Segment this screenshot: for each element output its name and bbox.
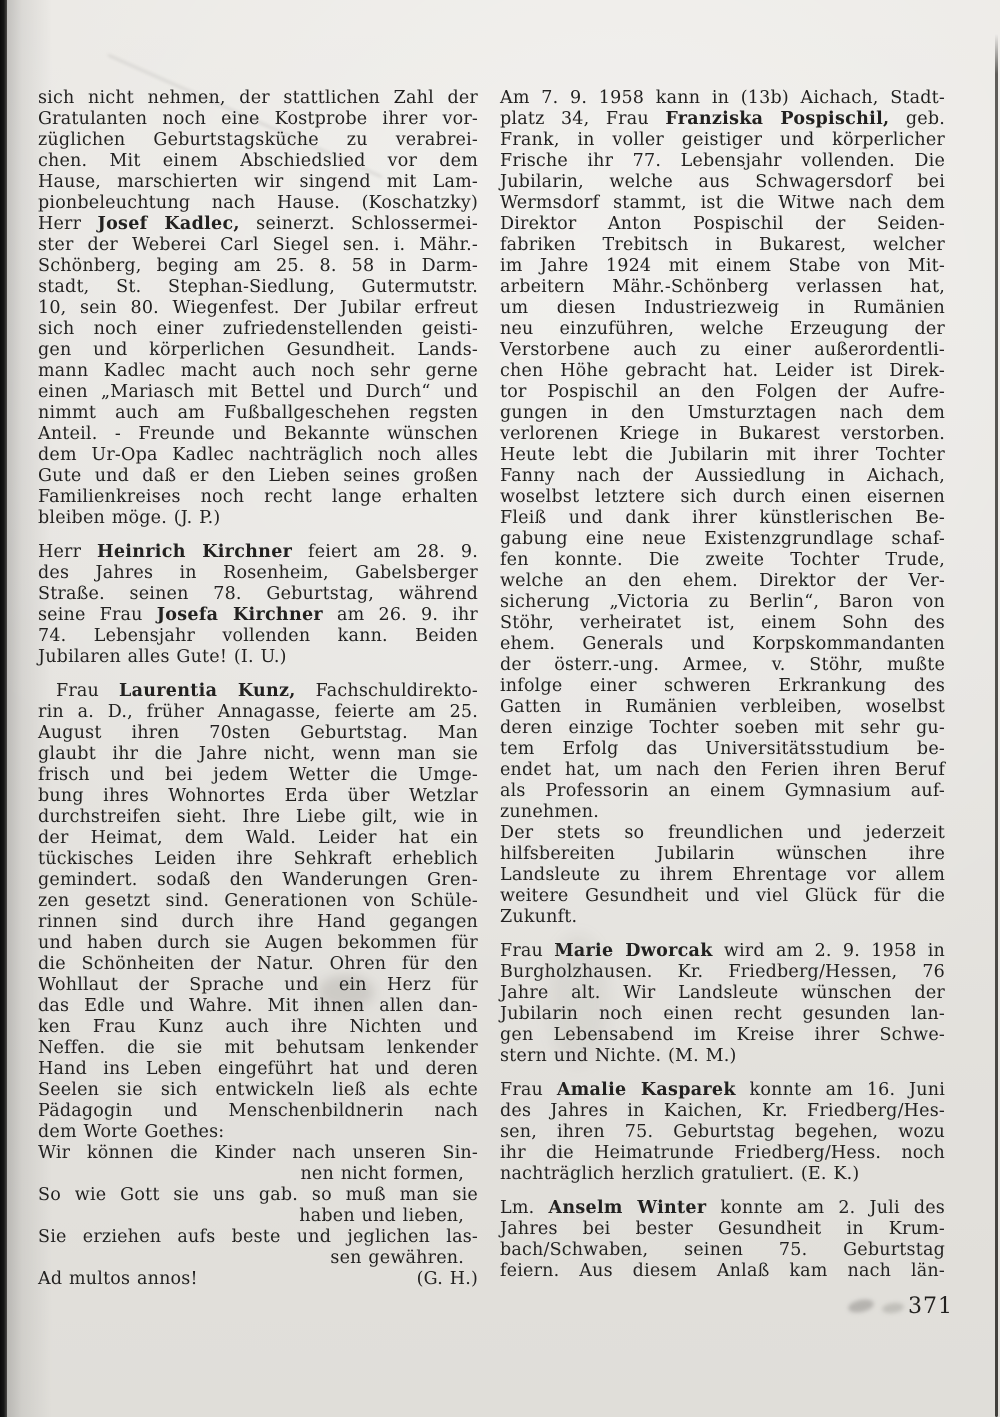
text-line (500, 1004, 945, 1025)
text-line (500, 1080, 945, 1101)
text-line (500, 319, 945, 340)
text-line (38, 1038, 478, 1059)
text-line (500, 235, 945, 256)
text-segment: Der stets so freundlichen und jederzeit (500, 823, 945, 843)
text-segment: des Jahres in Kaichen, Kr. Friedberg/Hes- (500, 1101, 945, 1121)
text-segment: seine Frau (38, 605, 157, 625)
scan-edge-left (0, 0, 7, 1417)
text-line (38, 1185, 478, 1206)
text-segment: 74. Lebensjahr vollenden kann. Beiden (38, 626, 478, 646)
text-segment: platz 34, Frau (500, 109, 666, 129)
text-line (500, 256, 945, 277)
text-segment: weitere Gesundheit und viel Glück für die (500, 886, 945, 906)
text-segment: Anteil. - Freunde und Bekannte wünschen (38, 424, 478, 444)
text-line (500, 739, 945, 760)
text-segment: Ad multos annos! (38, 1269, 198, 1289)
text-segment: bach/Schwaben, seinen 75. Geburtstag (500, 1240, 945, 1260)
text-segment: feiert am 28. 9. (292, 542, 478, 562)
text-line (500, 1198, 945, 1219)
text-segment: verlorenen Kriege in Bukarest verstorben. (500, 424, 945, 444)
text-segment: am 26. 9. ihr (322, 605, 478, 625)
ink-smudge (847, 1297, 875, 1314)
text-line (500, 466, 945, 487)
text-line (500, 109, 945, 130)
text-line (38, 445, 478, 466)
scan-edge-right (995, 34, 998, 1417)
text-segment: neu einzuführen, welche Erzeugung der (500, 319, 945, 339)
text-segment: Frank, in voller geistiger und körperlicher (500, 130, 945, 150)
text-segment: Jubilarin noch einen recht gesunden lan- (500, 1004, 945, 1024)
text-segment: Herr (38, 214, 98, 234)
text-segment: nachträglich herzlich gratuliert. (E. K.) (500, 1164, 860, 1184)
text-segment: sich noch einer zufriedenstellenden geisti- (38, 319, 478, 339)
text-line (38, 151, 478, 172)
text-line (38, 828, 478, 849)
text-line (500, 962, 945, 983)
text-line (38, 744, 478, 765)
text-segment: August ihren 70sten Geburtstag. Man (38, 723, 478, 743)
text-line (500, 823, 945, 844)
text-segment: rin a. D., früher Annagasse, feierte am 25. (38, 702, 478, 722)
text-line (500, 424, 945, 445)
text-segment: chen. Mit einem Abschiedslied vor dem (38, 151, 478, 171)
text-line (500, 508, 945, 529)
text-line (500, 172, 945, 193)
text-segment: gen und körperlichen Gesundheit. Lands- (38, 340, 478, 360)
text-line (38, 214, 478, 235)
text-line (500, 277, 945, 298)
text-segment: die Schönheiten der Natur. Ohren für den (38, 954, 478, 974)
text-line (500, 382, 945, 403)
text-line (38, 298, 478, 319)
text-segment: zunehmen. (500, 802, 599, 822)
bold-name: Josef Kadlec, (97, 214, 240, 234)
text-line (38, 765, 478, 786)
text-segment: seinerzt. Schlossermei- (239, 214, 478, 234)
text-segment: tor Pospischil an den Folgen der Aufre- (500, 382, 945, 402)
text-line (38, 584, 478, 605)
text-line (500, 193, 945, 214)
text-segment: Jahres bei bester Gesundheit in Krum- (500, 1219, 945, 1239)
text-line (500, 445, 945, 466)
text-segment: welche an den ehem. Direktor der Ver- (500, 571, 945, 591)
text-segment: durchstreifen sieht. Ihre Liebe gilt, wie in (38, 807, 478, 827)
text-segment: als Professorin an einem Gymnasium auf- (500, 781, 945, 801)
text-line (38, 954, 478, 975)
text-segment: ehem. Generals und Korpskommandanten (500, 634, 945, 654)
text-line (38, 1101, 478, 1122)
text-segment: pionbeleuchtung nach Hause. (Koschatzky) (38, 193, 478, 213)
text-line (38, 1164, 478, 1185)
text-line (500, 844, 945, 865)
text-segment: Frau (500, 1080, 557, 1100)
text-line (38, 382, 478, 403)
text-line (38, 403, 478, 424)
text-line (38, 891, 478, 912)
text-line (38, 1080, 478, 1101)
text-segment: um diesen Industriezweig in Rumänien (500, 298, 945, 318)
text-segment: gen Lebensabend im Kreise ihrer Schwe- (500, 1025, 945, 1045)
text-segment: ihr die Heimatrunde Friedberg/Hess. noch (500, 1143, 945, 1163)
text-line (500, 529, 945, 550)
text-segment: bung ihres Wohnortes Erda über Wetzlar (38, 786, 478, 806)
text-line (38, 1206, 478, 1227)
text-segment: geb. (889, 109, 946, 129)
text-segment: sen gewähren. (330, 1248, 464, 1268)
text-segment: Pädagogin und Menschenbildnerin nach (38, 1101, 478, 1121)
text-segment: gemindert. sodaß den Wanderungen Gren- (38, 870, 478, 890)
text-line (38, 996, 478, 1017)
text-segment: haben und lieben, (299, 1206, 464, 1226)
text-line (38, 130, 478, 151)
text-segment: chen Höhe gebracht hat. Leider ist Direk- (500, 361, 945, 381)
text-segment: Verstorbene auch zu einer außerordentli- (500, 340, 945, 360)
text-segment: fen konnte. Die zweite Tochter Trude, (500, 550, 945, 570)
text-segment: Frau (500, 941, 555, 961)
right-column (500, 88, 945, 1282)
text-segment: Frische ihr 77. Lebensjahr vollenden. Die (500, 151, 945, 171)
text-line (38, 319, 478, 340)
text-segment: Direktor Anton Pospischil der Seiden- (500, 214, 945, 234)
text-line (38, 626, 478, 647)
text-line (500, 1122, 945, 1143)
text-line (38, 256, 478, 277)
text-line (500, 214, 945, 235)
text-segment: stadt, St. Stephan-Siedlung, Gutermutstr. (38, 277, 478, 297)
text-segment: das Edle und Wahre. Mit ihnen allen dan- (38, 996, 478, 1016)
text-segment: endet hat, um nach den Ferien ihren Beruf (500, 760, 945, 780)
text-line (500, 1240, 945, 1261)
text-line (38, 912, 478, 933)
text-line (500, 655, 945, 676)
text-segment: Lm. (500, 1198, 549, 1218)
text-line (500, 1219, 945, 1240)
text-line (500, 592, 945, 613)
text-segment: stern und Nichte. (M. M.) (500, 1046, 737, 1066)
text-segment: sen, ihren 75. Geburtstag begehen, wozu (500, 1122, 945, 1142)
bold-name: Franziska Pospischil, (665, 109, 890, 129)
text-segment: So wie Gott sie uns gab. so muß man sie (38, 1185, 478, 1205)
text-segment: Burgholzhausen. Kr. Friedberg/Hessen, 76 (500, 962, 945, 982)
text-line (500, 865, 945, 886)
text-line (500, 361, 945, 382)
text-line (38, 542, 478, 563)
text-segment: ster der Weberei Carl Siegel sen. i. Mähr.- (38, 235, 478, 255)
text-line (38, 487, 478, 508)
text-line (500, 130, 945, 151)
text-segment: Jubilaren alles Gute! (I. U.) (38, 647, 287, 667)
text-segment: sicherung „Victoria zu Berlin“, Baron von (500, 592, 945, 612)
text-segment: 10, sein 80. Wiegenfest. Der Jubilar erfreut (38, 298, 478, 318)
text-line (38, 1122, 478, 1143)
text-segment: tem Erfolg das Universitätsstudium be- (500, 739, 945, 759)
text-line (38, 975, 478, 996)
ink-smudge (881, 1302, 904, 1315)
text-line (500, 1101, 945, 1122)
text-line (38, 424, 478, 445)
text-line (38, 1059, 478, 1080)
text-line (38, 508, 478, 529)
text-segment: bleiben möge. (J. P.) (38, 508, 221, 528)
bold-name: Anselm Winter (548, 1198, 707, 1218)
text-line (500, 487, 945, 508)
text-segment: Wermsdorf stammt, ist die Witwe nach dem (500, 193, 945, 213)
text-line (38, 235, 478, 256)
text-line (38, 563, 478, 584)
page-number: 371 (908, 1294, 953, 1319)
text-segment: Landsleute zu ihrem Ehrentage vor allem (500, 865, 945, 885)
text-line (500, 697, 945, 718)
text-line (500, 1143, 945, 1164)
text-segment: feiern. Aus diesem Anlaß kam nach län- (500, 1261, 945, 1281)
text-segment: gabung eine neue Existenzgrundlage schaf- (500, 529, 945, 549)
text-line (500, 1046, 945, 1067)
text-segment: Schönberg, beging am 25. 8. 58 in Darm- (38, 256, 478, 276)
text-line (38, 466, 478, 487)
text-line (38, 723, 478, 744)
text-segment: und haben durch sie Augen bekommen für (38, 933, 478, 953)
text-segment: ken Frau Kunz auch ihre Nichten und (38, 1017, 478, 1037)
text-line (500, 340, 945, 361)
text-segment: fabriken Trebitsch in Bukarest, welcher (500, 235, 945, 255)
text-line (500, 983, 945, 1004)
text-line (500, 88, 945, 109)
text-line (500, 634, 945, 655)
text-segment: Fanny nach der Aussiedlung in Aichach, (500, 466, 945, 486)
text-line (500, 403, 945, 424)
text-line (38, 361, 478, 382)
text-segment: Wohllaut der Sprache und ein Herz für (38, 975, 478, 995)
text-segment: Gratulanten noch eine Kostprobe ihrer vor- (38, 109, 478, 129)
text-segment: wird am 2. 9. 1958 in (712, 941, 945, 961)
text-line (500, 886, 945, 907)
bold-name: Amalie Kasparek (556, 1080, 736, 1100)
text-line (38, 1248, 478, 1269)
text-segment: einen „Mariasch mit Bettel und Durch“ und (38, 382, 478, 402)
text-segment: frisch und bei jedem Wetter die Umge- (38, 765, 478, 785)
text-line (500, 781, 945, 802)
text-segment: konnte am 16. Juni (735, 1080, 946, 1100)
text-segment: tückisches Leiden ihre Sehkraft erheblich (38, 849, 478, 869)
text-segment: nen nicht formen, (300, 1164, 464, 1184)
text-segment: Jubilarin, welche aus Schwagersdorf bei (500, 172, 945, 192)
text-segment: Heute lebt die Jubilarin mit ihrer Tochter (500, 445, 945, 465)
text-segment: dem Worte Goethes: (38, 1122, 225, 1142)
text-line (38, 786, 478, 807)
text-line (500, 1261, 945, 1282)
text-segment: der österr.-ung. Armee, v. Stöhr, mußte (500, 655, 945, 675)
text-line (38, 870, 478, 891)
left-column (38, 88, 478, 1290)
bold-name: Marie Dworcak (554, 941, 713, 961)
bold-name: Laurentia Kunz, (119, 681, 296, 701)
text-segment: Gatten in Rumänien verbleiben, woselbst (500, 697, 945, 717)
text-line (38, 1227, 478, 1248)
text-line (38, 849, 478, 870)
text-line (38, 702, 478, 723)
text-segment: Fachschuldirekto- (295, 681, 478, 701)
text-line (38, 172, 478, 193)
text-segment: Neffen. die sie mit behutsam lenkender (38, 1038, 478, 1058)
text-segment: gungen in den Umsturztagen nach dem (500, 403, 945, 423)
text-segment: deren einzige Tochter soeben mit sehr gu- (500, 718, 945, 738)
text-segment: Stöhr, verheiratet ist, einem Sohn des (500, 613, 945, 633)
text-segment: nimmt auch am Fußballgeschehen regsten (38, 403, 478, 423)
text-segment: Herr (38, 542, 98, 562)
text-line (38, 109, 478, 130)
text-line (500, 760, 945, 781)
bold-name: Josefa Kirchner (156, 605, 323, 625)
text-segment: (G. H.) (416, 1269, 478, 1289)
text-line (500, 550, 945, 571)
text-segment: rinnen sind durch ihre Hand gegangen (38, 912, 478, 932)
text-line (500, 907, 945, 928)
text-line (500, 718, 945, 739)
text-segment: arbeitern Mähr.-Schönberg verlassen hat, (500, 277, 945, 297)
text-segment: Frau (56, 681, 119, 701)
text-segment: des Jahres in Rosenheim, Gabelsberger (38, 563, 478, 583)
text-segment: im Jahre 1924 mit einem Stabe von Mit- (500, 256, 945, 276)
text-line (38, 647, 478, 668)
text-line (500, 941, 945, 962)
text-line (500, 151, 945, 172)
text-line (38, 605, 478, 626)
text-segment: glaubt ihr die Jahre nicht, wenn man sie (38, 744, 478, 764)
text-segment: Straße. seinen 78. Geburtstag, während (38, 584, 478, 604)
text-segment: Zukunft. (500, 907, 578, 927)
text-segment: Gute und daß er den Lieben seines großen (38, 466, 478, 486)
text-segment: zen gesetzt sind. Generationen von Schüle- (38, 891, 478, 911)
text-segment: konnte am 2. Juli des (706, 1198, 945, 1218)
text-line (38, 1143, 478, 1164)
text-segment: infolge einer schweren Erkrankung des (500, 676, 945, 696)
text-segment: Familienkreises noch recht lange erhalten (38, 487, 478, 507)
text-segment: Fleiß und dank ihrer künstlerischen Be- (500, 508, 945, 528)
text-segment: Sie erziehen aufs beste und jeglichen las- (38, 1227, 478, 1247)
text-segment: der Heimat, dem Wald. Leider hat ein (38, 828, 478, 848)
text-line (38, 1017, 478, 1038)
text-line (500, 676, 945, 697)
text-segment: Hause, marschierten wir singend mit Lam- (38, 172, 478, 192)
text-line (38, 340, 478, 361)
bold-name: Heinrich Kirchner (97, 542, 293, 562)
text-segment: mann Kadlec macht auch noch sehr gerne (38, 361, 478, 381)
text-segment: züglichen Geburtstagsküche zu verabrei- (38, 130, 478, 150)
text-line (38, 681, 478, 702)
text-segment: Jahre alt. Wir Landsleute wünschen der (500, 983, 945, 1003)
text-segment: Hand ins Leben eingeführt hat und deren (38, 1059, 478, 1079)
text-line (500, 1025, 945, 1046)
text-line (500, 1164, 945, 1185)
text-line (500, 571, 945, 592)
text-line (500, 298, 945, 319)
text-line (38, 88, 478, 109)
text-segment: sich nicht nehmen, der stattlichen Zahl der (38, 88, 478, 108)
text-line (500, 802, 945, 823)
text-line (38, 277, 478, 298)
text-segment: dem Ur-Opa Kadlec nachträglich noch alles (38, 445, 478, 465)
text-line (38, 933, 478, 954)
text-line (38, 807, 478, 828)
text-segment: woselbst letztere sich durch einen eisernen (500, 487, 945, 507)
text-segment: Seelen sie sich entwickeln ließ als echte (38, 1080, 478, 1100)
text-line (38, 1269, 478, 1290)
text-segment: Am 7. 9. 1958 kann in (13b) Aichach, Stadt- (500, 88, 945, 108)
text-line (500, 613, 945, 634)
text-segment: Wir können die Kinder nach unseren Sin- (38, 1143, 478, 1163)
text-line (38, 193, 478, 214)
text-segment: hilfsbereiten Jubilarin wünschen ihre (500, 844, 945, 864)
